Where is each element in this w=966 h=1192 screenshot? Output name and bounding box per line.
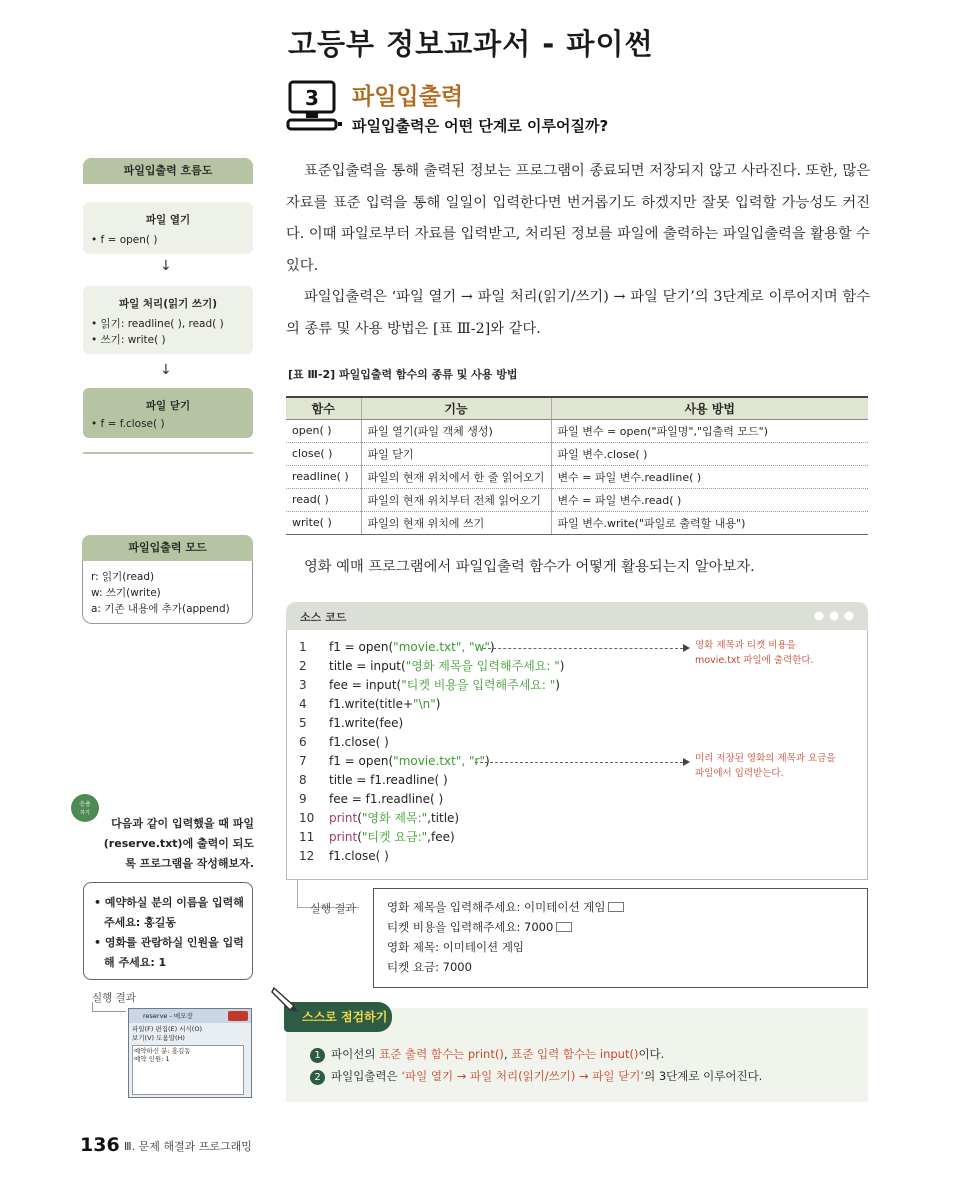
apply-item: • 예약하실 분의 이름을 입력해 주세요: 홍길동	[94, 896, 244, 929]
table-cell: 파일 변수.close( )	[551, 442, 868, 465]
table-cell: 파일의 현재 위치에 쓰기	[361, 511, 551, 534]
notepad-menu: 파일(F) 편집(E) 서식(O) 보기(V) 도움말(H)	[132, 1025, 202, 1042]
table-row	[286, 419, 868, 442]
table-row	[286, 511, 868, 534]
close-icon	[228, 1011, 248, 1021]
self-check-item-1: 1 파이선의 표준 출력 함수는 print(), 표준 입력 함수는 input()이다.	[310, 1046, 664, 1063]
dots-icon	[814, 611, 854, 621]
annotation-leader-line	[483, 648, 683, 649]
code-line: 9 fee = f1.readline( )	[299, 792, 444, 806]
table-cell: readline( )	[286, 465, 361, 488]
table-header-feature: 기능	[361, 397, 551, 419]
table-row	[286, 488, 868, 511]
table-cell: 파일 열기(파일 객체 생성)	[361, 419, 551, 442]
code-line: 7 f1 = open("movie.txt", "r")	[299, 754, 490, 768]
code-line: 2 title = input("영화 제목을 입력해주세요: ")	[299, 659, 565, 673]
code-header-label: 소스 코드	[300, 611, 347, 624]
svg-text:응용: 응용	[79, 801, 91, 808]
table-cell: close( )	[286, 442, 361, 465]
body-paragraph-2: 파일입출력은 ‘파일 열기 → 파일 처리(읽기/쓰기) → 파일 닫기’의 3단계로 이루어지며 함수의 종류 및 사용 방법은 [표 Ⅲ-2]와 같다.	[286, 289, 870, 337]
intro-sentence: 영화 예매 프로그램에서 파일입출력 함수가 어떻게 활용되는지 알아보자.	[304, 559, 755, 575]
flow-step-process: 파일 처리(읽기 쓰기) • 읽기: readline( ), read( ) • 쓰기: write( )	[83, 286, 253, 354]
svg-text:하기: 하기	[80, 810, 90, 816]
section-title: 파일입출력	[352, 84, 464, 110]
result-line: 티켓 비용을 입력해주세요: 7000	[387, 917, 867, 937]
apply-instruction: 다음과 같이 입력했을 때 파일(reserve.txt)에 출력이 되도록 프로그램을 작성해보자.	[103, 817, 254, 870]
enter-key-icon	[608, 902, 624, 912]
table-cell: 변수 = 파일 변수.readline( )	[551, 465, 868, 488]
table-header-function: 함수	[286, 397, 361, 419]
code-line: 4 f1.write(title+"\n")	[299, 697, 441, 711]
self-check-label: 스스로 점검하기	[302, 1010, 388, 1024]
self-check-badge	[284, 1002, 392, 1032]
annotation-leader-line	[475, 762, 683, 763]
code-annotation-2: 미리 저장된 영화의 제목과 요금을 파일에서 입력받는다.	[695, 753, 836, 779]
table-cell: 변수 = 파일 변수.read( )	[551, 488, 868, 511]
arrow-down-icon: ↓	[160, 362, 172, 378]
flow-step-close: 파일 닫기 • f = f.close( )	[83, 388, 253, 438]
mode-line: a: 기존 내용에 추가(append)	[91, 603, 230, 615]
section-number: 3	[305, 86, 319, 110]
table-caption: [표 Ⅲ-2] 파일입출력 함수의 종류 및 사용 방법	[288, 368, 518, 381]
page-number: 136	[80, 1134, 120, 1156]
mode-box	[82, 535, 253, 624]
body-paragraph-1: 표준입출력을 통해 출력된 정보는 프로그램이 종료되면 저장되지 않고 사라진다. 또한, 많은 자료를 표준 입력을 통해 일일이 입력한다면 번거롭기도 하겠지만 잘못 입력할 가능성도 커진다. 이때 파일로부터 자료를 입력받고, 처리된 정보를 파일에 출력하는 파일입출력을 활용할 수 있다.	[286, 163, 870, 274]
table-cell: write( )	[286, 511, 361, 534]
function-table	[286, 396, 868, 535]
mode-title: 파일입출력 모드	[82, 535, 253, 561]
code-line: 8 title = f1.readline( )	[299, 773, 448, 787]
mode-line: w: 쓰기(write)	[91, 587, 161, 599]
table-cell: 파일 닫기	[361, 442, 551, 465]
computer-icon	[286, 80, 342, 132]
table-cell: 파일의 현재 위치부터 전체 읽어오기	[361, 488, 551, 511]
enter-key-icon	[556, 922, 572, 932]
code-line: 10 print("영화 제목:",title)	[299, 811, 460, 825]
code-line: 1 f1 = open("movie.txt", "w")	[299, 640, 495, 654]
notepad-content: 예약하신 분: 홍길동 예약 인원: 1	[132, 1045, 244, 1095]
mode-line: r: 읽기(read)	[91, 571, 155, 583]
notepad-title: reserve - 메모장	[129, 1009, 251, 1023]
apply-item: • 영화를 관람하실 인원을 입력해 주세요: 1	[94, 936, 244, 969]
table-cell: read( )	[286, 488, 361, 511]
result-box	[373, 888, 868, 988]
table-cell: open( )	[286, 419, 361, 442]
table-cell: 파일 변수 = open("파일명","입출력 모드")	[551, 419, 868, 442]
flow-title-box	[83, 158, 253, 184]
result-line: 티켓 요금: 7000	[387, 960, 472, 974]
chapter-label: Ⅲ. 문제 해결과 프로그래밍	[124, 1140, 252, 1153]
section-subtitle: 파일입출력은 어떤 단계로 이루어질까?	[352, 117, 609, 135]
apply-example-box	[83, 882, 253, 980]
pencil-icon	[270, 984, 300, 1014]
code-header	[286, 602, 868, 630]
flow-title: 파일입출력 흐름도	[83, 158, 253, 184]
flow-step-open: 파일 열기 • f = open( )	[83, 202, 253, 254]
table-cell: 파일의 현재 위치에서 한 줄 읽어오기	[361, 465, 551, 488]
code-line: 5 f1.write(fee)	[299, 716, 404, 730]
result-connector	[92, 1002, 126, 1012]
arrow-right-icon	[683, 644, 690, 652]
table-header-usage: 사용 방법	[551, 397, 868, 419]
divider	[83, 452, 253, 454]
code-annotation-1: 영화 제목과 티켓 비용을 movie.txt 파일에 출력한다.	[695, 640, 814, 666]
sidebar-result-label: 실행 결과	[92, 992, 136, 1004]
code-line: 12 f1.close( )	[299, 849, 389, 863]
apply-badge-icon	[70, 793, 100, 823]
page-title: 고등부 정보교과서 - 파이썬	[288, 27, 654, 61]
notepad-window	[128, 1008, 252, 1098]
code-line: 6 f1.close( )	[299, 735, 389, 749]
code-line: 11 print("티켓 요금:",fee)	[299, 830, 455, 844]
arrow-down-icon: ↓	[160, 258, 172, 274]
table-row	[286, 442, 868, 465]
result-label: 실행 결과	[310, 902, 357, 915]
code-block	[286, 630, 868, 880]
table-row	[286, 465, 868, 488]
arrow-right-icon	[683, 758, 690, 766]
self-check-item-2: 2 파일입출력은 ‘파일 열기 → 파일 처리(읽기/쓰기) → 파일 닫기’의 3단계로 이루어진다.	[310, 1068, 762, 1085]
table-cell: 파일 변수.write("파일로 출력할 내용")	[551, 511, 868, 534]
result-line: 영화 제목: 이미테이션 게임	[387, 940, 525, 954]
result-line: 영화 제목을 입력해주세요: 이미테이션 게임	[387, 897, 867, 917]
code-line: 3 fee = input("티켓 비용을 입력해주세요: ")	[299, 678, 560, 692]
